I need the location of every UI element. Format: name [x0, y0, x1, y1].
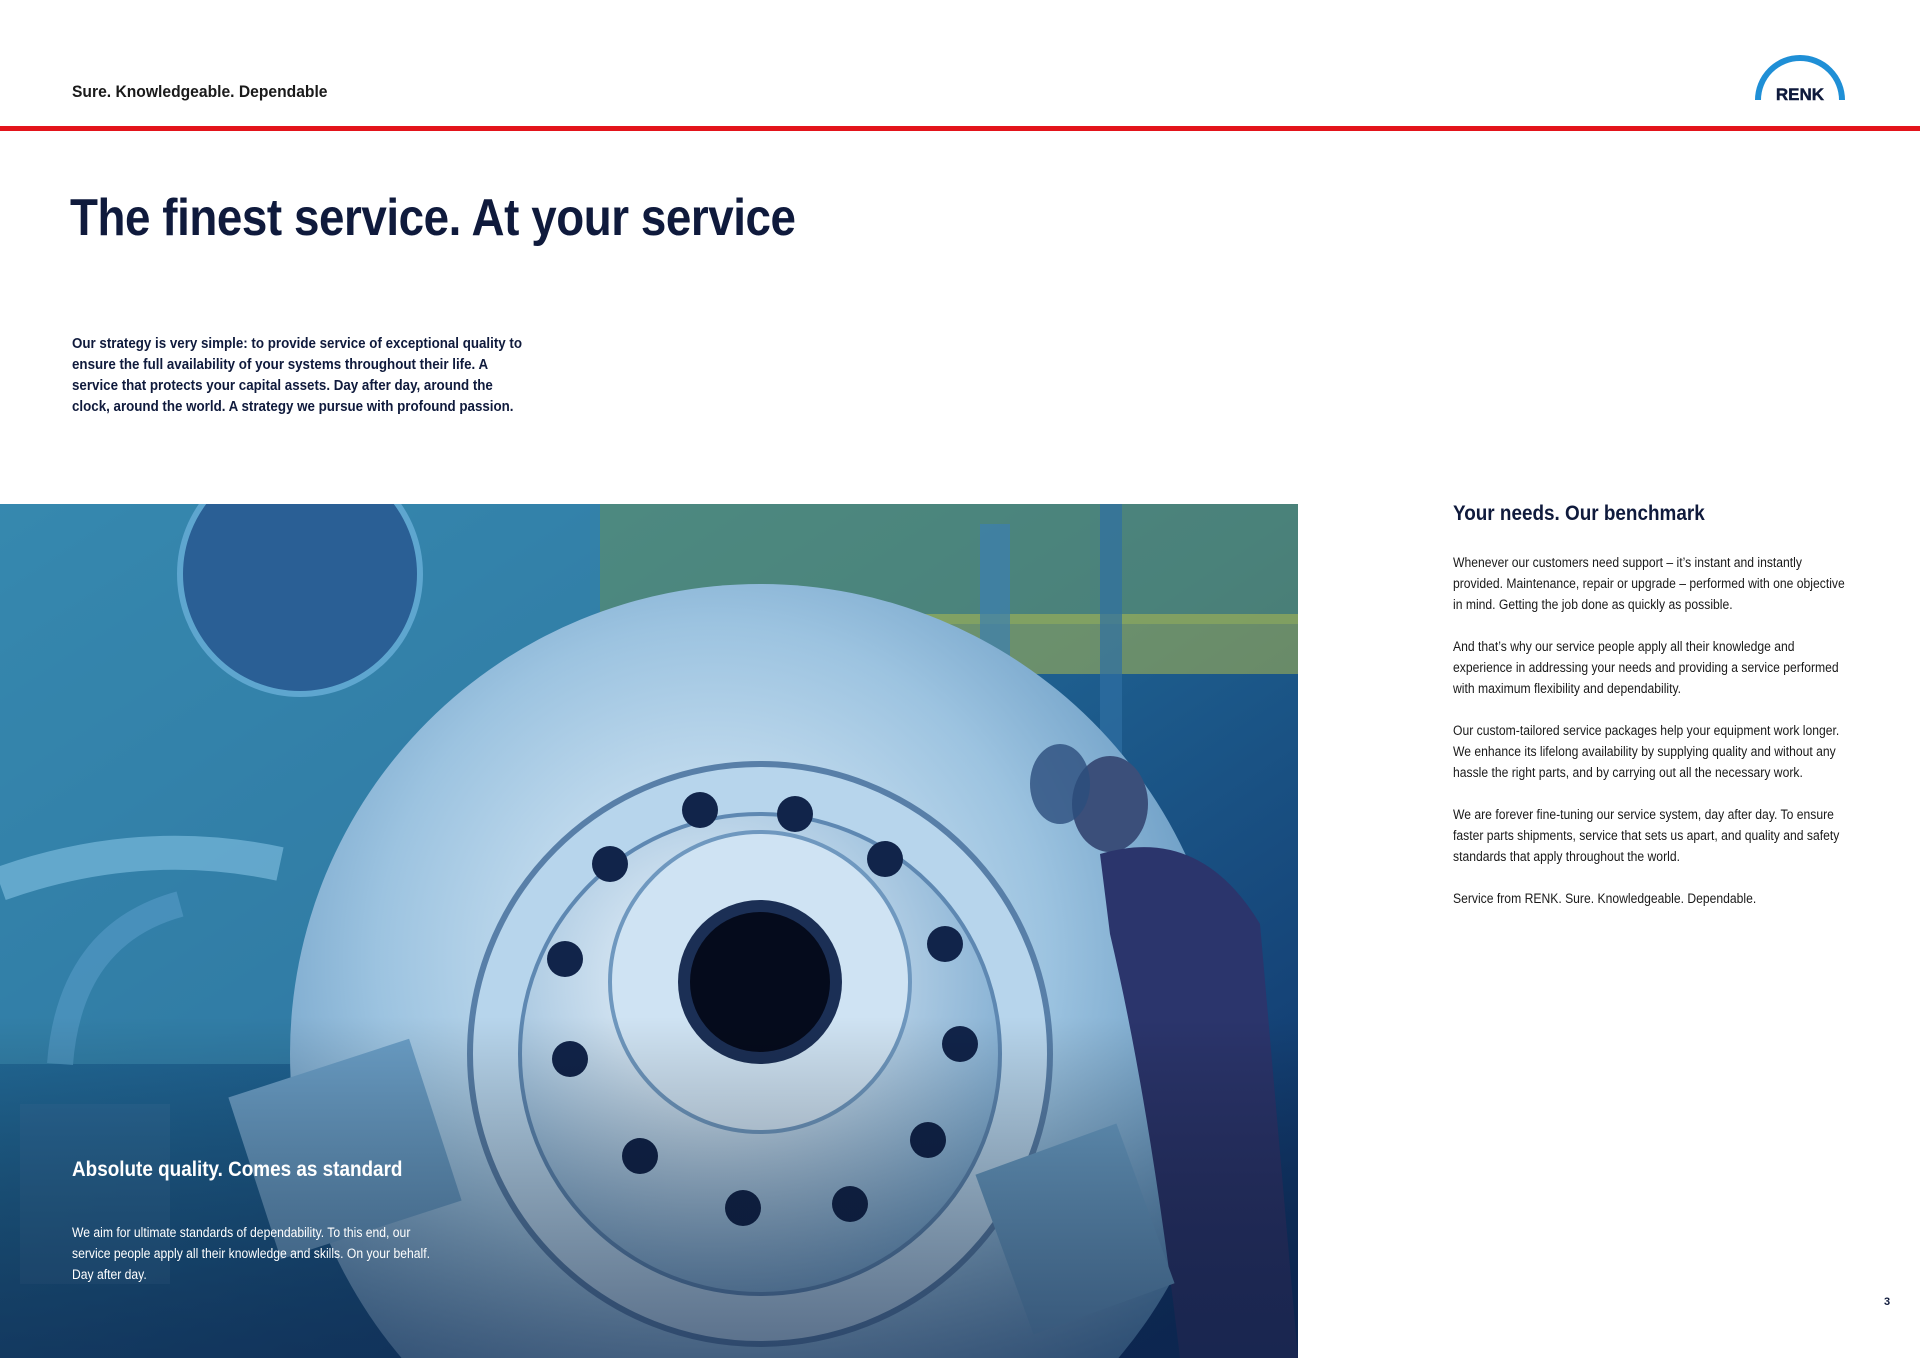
page-title: The finest service. At your service — [70, 189, 796, 247]
side-paragraph: And that’s why our service people apply all their knowledge and experience in addressing your needs and providing a service performed with maximum flexibility and dependability. — [1453, 639, 1839, 696]
side-paragraph: Service from RENK. Sure. Knowledgeable. Dependable. — [1453, 891, 1757, 906]
page-tagline: Sure. Knowledgeable. Dependable — [72, 82, 328, 101]
page-number: 3 — [1884, 1296, 1891, 1308]
side-paragraph: Whenever our customers need support – it’s instant and instantly provided. Maintenance, repair or upgrade – performed with one objective in mind. Getting the job done as quickly as possible. — [1453, 555, 1845, 612]
header-rule — [0, 126, 1920, 131]
side-paragraph: Our custom-tailored service packages help your equipment work longer. We enhance its lifelong availability by supplying quality and without any hassle the right parts, and by carrying out all the necessary work. — [1453, 723, 1840, 780]
intro-paragraph: Our strategy is very simple: to provide service of exceptional quality to ensure the full availability of your systems throughout their life. A service that protects your capital assets. Day after day, around the clock, around the world. A strategy we pursue with profound passion. — [72, 336, 523, 415]
renk-logo — [1752, 48, 1848, 106]
side-column — [1453, 502, 1873, 930]
photo-heading: Absolute quality. Comes as standard — [72, 1158, 403, 1181]
side-heading: Your needs. Our benchmark — [1453, 502, 1705, 525]
photo-caption: We aim for ultimate standards of dependability. To this end, our service people apply all their knowledge and skills. On your behalf. Day after day. — [72, 1225, 430, 1282]
logo-text: RENK — [1775, 85, 1825, 104]
side-paragraph: We are forever fine-tuning our service system, day after day. To ensure faster parts shipments, service that sets us apart, and quality and safety standards that apply throughout the world. — [1453, 807, 1840, 864]
